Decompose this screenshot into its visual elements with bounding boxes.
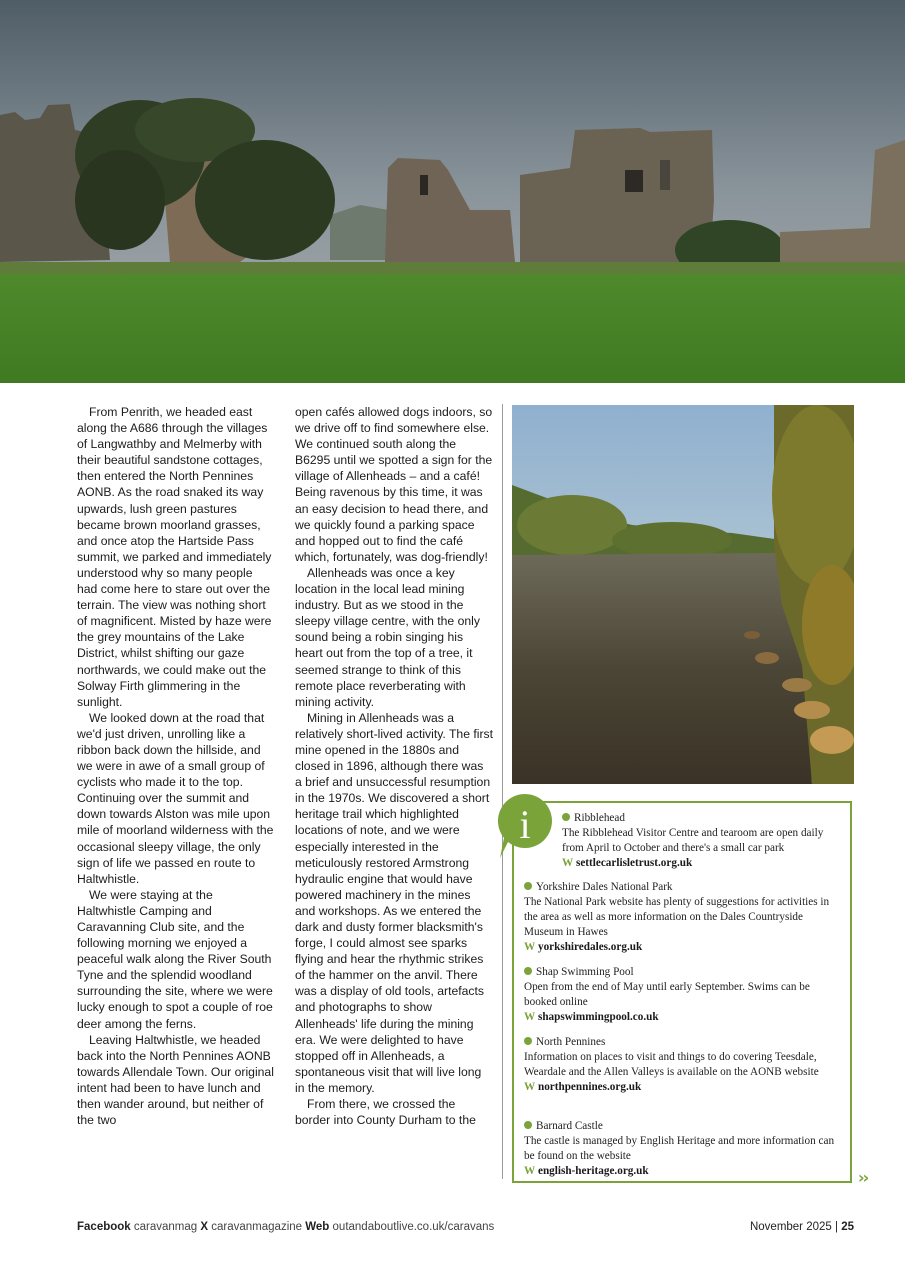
- paragraph: Mining in Allenheads was a relatively short-lived activity. The first mine opened in the 1880s and closed in 1896, although there was a brief and unsuccessful resumption in the 1970s. We discovered a short heritage trail which highlighted locations of note, and we were especially interested in the meticulously restored Armstrong hydraulic engine that would have powered machinery in the mines and workshops. As we entered the dark and dusty former blacksmith's forge, I could almost see sparks flying and hear the rhythmic strikes of the hammer on the anvil. There was a display of old tools, artefacts and photographs to show Allenheads' life during the mining era. We were delighted to have stopped off in Allenheads, a spontaneous visit that will live long in the memory.: [295, 710, 493, 1095]
- footer-folio: [750, 1221, 854, 1233]
- info-entry-heading: [562, 811, 844, 826]
- paragraph: Leaving Haltwhistle, we headed back into the North Pennines AONB towards Allendale Town. Our original intent had been to have lunch and then wander around, but neither of the two: [77, 1032, 274, 1128]
- info-entry-text: The Ribblehead Visitor Centre and tearoom are open daily from April to October and there's a small car park: [562, 827, 824, 854]
- bullet-icon: [562, 813, 570, 821]
- info-entry: [524, 880, 844, 955]
- info-entry-heading: [524, 965, 844, 980]
- paragraph: We looked down at the road that we'd just driven, unrolling like a ribbon back down the hillside, and we were in awe of a small group of cyclists who made it to the top. Continuing over the summit and down towards Alston was mile upon mile of moorland wilderness with the occasional sleepy village, the only sign of life we passed en route to Haltwhistle.: [77, 710, 274, 886]
- bullet-icon: [524, 882, 532, 890]
- facebook-label: Facebook: [77, 1221, 131, 1233]
- bullet-icon: [524, 967, 532, 975]
- web-marker: W: [524, 1011, 536, 1023]
- castle-ruins-image: [0, 0, 905, 383]
- hero-photo: [0, 0, 905, 383]
- web-marker: W: [562, 857, 574, 869]
- info-entry-title: Barnard Castle: [536, 1120, 603, 1132]
- paragraph: open cafés allowed dogs indoors, so we drive off to find somewhere else. We continued south along the B6295 until we spotted a sign for the village of Allenheads – and a café! Being ravenous by this time, it was an easy decision to head there, and we quickly found a parking space and hopped out to find the café which, fortunately, was dog-friendly!: [295, 405, 493, 564]
- info-entry-text: The castle is managed by English Heritage and more information can be found on the website: [524, 1135, 835, 1162]
- web-marker: W: [524, 1165, 536, 1177]
- paragraph: From there, we crossed the border into County Durham to the: [295, 1097, 476, 1128]
- x-handle[interactable]: caravanmagazine: [211, 1221, 303, 1233]
- info-entry-title: North Pennines: [536, 1036, 606, 1048]
- issue-date: November 2025: [749, 1221, 832, 1233]
- river-image: [512, 405, 854, 784]
- info-icon: [496, 792, 554, 864]
- paragraph: From Penrith, we headed east along the A686 through the villages of Langwathby and Melmerby with their beautiful sandstone cottages, then entered the North Pennines AONB. As the road snaked its way upwards, lush green pastures became brown moorland grasses, and once atop the Hartside Pass summit, we parked and immediately understood why so many people had come here to stare out over the terrain. The view was nothing short of magnificent. Misted by haze were the grey mountains of the Lake District, whilst shifting our gaze northwards, we could make out the Solway Firth glimmering in the sunlight.: [77, 405, 272, 709]
- info-entry-url[interactable]: yorkshiredales.org.uk: [537, 941, 643, 953]
- info-entry-text: Information on places to visit and things to do covering Teesdale, Weardale and the Allen Valleys is available on the AONB website: [524, 1051, 819, 1078]
- web-url[interactable]: outandaboutlive.co.uk/caravans: [332, 1221, 495, 1233]
- info-entry: [524, 1035, 844, 1095]
- article-column-2: [295, 404, 493, 1128]
- footer-social: [77, 1221, 494, 1233]
- page-number: 25: [841, 1221, 854, 1233]
- folio-separator: |: [835, 1221, 838, 1233]
- info-entry-text: Open from the end of May until early September. Swims can be booked online: [524, 981, 810, 1008]
- info-entry: [524, 1119, 844, 1179]
- info-entry-title: Ribblehead: [574, 812, 625, 824]
- web-marker: W: [524, 1081, 536, 1093]
- info-entry-title: Yorkshire Dales National Park: [536, 881, 673, 893]
- info-entry: [562, 811, 844, 871]
- info-entry-heading: [524, 880, 844, 895]
- info-entry-url[interactable]: english-heritage.org.uk: [537, 1165, 649, 1177]
- paragraph: We were staying at the Haltwhistle Camping and Caravanning Club site, and the following morning we enjoyed a peaceful walk along the River South Tyne and the splendid woodland surrounding the site, where we were lucky enough to spot a couple of roe deer among the ferns.: [77, 887, 273, 1031]
- info-entry-url[interactable]: settlecarlisletrust.org.uk: [575, 857, 693, 869]
- info-entry-text: The National Park website has plenty of suggestions for activities in the area as well as more information on the Dales Countryside Museum in Hawes: [524, 896, 830, 938]
- web-marker: W: [524, 941, 536, 953]
- facebook-handle[interactable]: caravanmag: [133, 1221, 198, 1233]
- river-photo: [512, 405, 854, 784]
- info-entry-title: Shap Swimming Pool: [536, 966, 634, 978]
- web-label: Web: [305, 1221, 330, 1233]
- info-entry: [524, 965, 844, 1025]
- info-entry-heading: [524, 1035, 844, 1050]
- bullet-icon: [524, 1037, 532, 1045]
- article-column-1: [77, 404, 275, 1128]
- info-box: [512, 801, 852, 1183]
- continue-arrow-icon: ››: [858, 1168, 868, 1187]
- bullet-icon: [524, 1121, 532, 1129]
- info-entry-heading: [524, 1119, 844, 1134]
- info-entry-url[interactable]: northpennines.org.uk: [537, 1081, 642, 1093]
- paragraph: Allenheads was once a key location in the local lead mining industry. But as we stood in the sleepy village centre, with the only sound being a robin singing his heart out from the top of a tree, it seemed strange to think of this remote place reverberating with mining activity.: [295, 565, 480, 709]
- x-label: X: [200, 1221, 209, 1233]
- info-entry-url[interactable]: shapswimmingpool.co.uk: [537, 1011, 659, 1023]
- info-icon-letter: i: [519, 802, 531, 847]
